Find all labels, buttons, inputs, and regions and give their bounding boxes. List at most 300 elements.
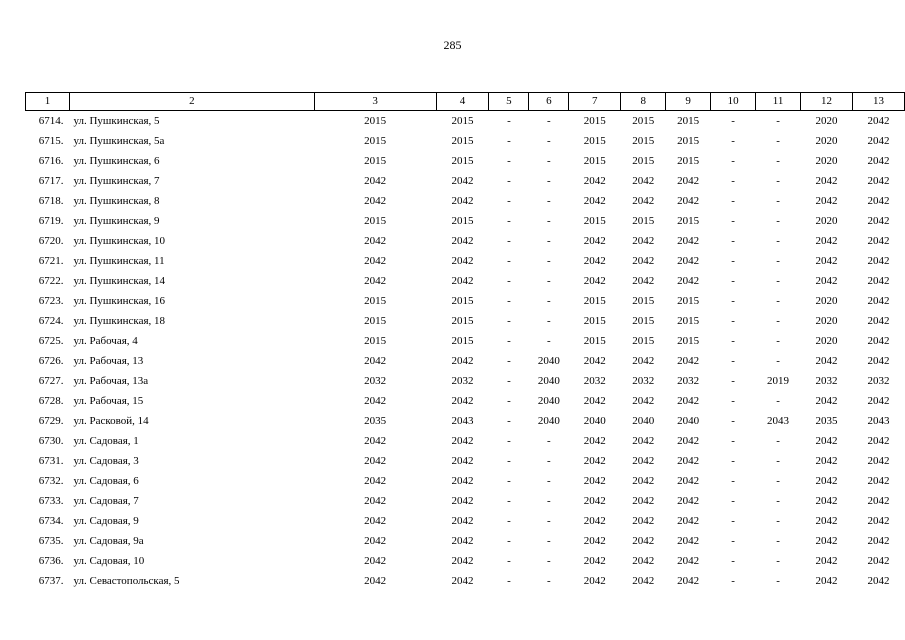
year-cell: 2042 — [632, 555, 655, 567]
table-row — [26, 131, 905, 151]
year-cell: 2020 — [815, 315, 838, 327]
year-cell: 2042 — [583, 435, 606, 447]
year-cell: - — [547, 555, 551, 567]
year-cell: 2042 — [815, 535, 838, 547]
year-cell: - — [731, 575, 735, 587]
year-cell: 2042 — [364, 395, 387, 407]
year-cell: 2042 — [364, 235, 387, 247]
address-cell: ул. Садовая, 9а — [73, 535, 144, 547]
year-cell: 2042 — [677, 575, 700, 587]
row-number: 6737. — [38, 575, 64, 587]
year-cell: 2015 — [583, 315, 606, 327]
address-cell: ул. Садовая, 3 — [73, 455, 139, 467]
year-cell: 2042 — [867, 115, 890, 127]
year-cell: - — [731, 135, 735, 147]
year-cell: 2042 — [364, 475, 387, 487]
year-cell: 2042 — [867, 235, 890, 247]
year-cell: - — [547, 175, 551, 187]
year-cell: - — [731, 235, 735, 247]
year-cell: - — [731, 195, 735, 207]
address-cell: ул. Пушкинская, 7 — [73, 175, 160, 187]
year-cell: 2042 — [632, 435, 655, 447]
year-cell: 2015 — [677, 295, 700, 307]
year-cell: 2042 — [583, 355, 606, 367]
year-cell: - — [507, 535, 511, 547]
year-cell: 2042 — [364, 275, 387, 287]
column-header-6: 6 — [529, 93, 569, 111]
table-body — [26, 111, 905, 592]
year-cell: - — [776, 155, 780, 167]
table-row — [26, 351, 905, 371]
year-cell: 2015 — [632, 115, 655, 127]
year-cell: - — [731, 415, 735, 427]
table-header — [26, 93, 905, 111]
year-cell: - — [776, 175, 780, 187]
address-cell: ул. Садовая, 1 — [73, 435, 139, 447]
year-cell: - — [507, 255, 511, 267]
year-cell: 2042 — [867, 395, 890, 407]
year-cell: 2042 — [815, 175, 838, 187]
year-cell: 2040 — [537, 375, 560, 387]
year-cell: - — [731, 335, 735, 347]
column-header-7: 7 — [569, 93, 621, 111]
year-cell: - — [547, 295, 551, 307]
year-cell: 2015 — [583, 295, 606, 307]
column-header-11: 11 — [756, 93, 801, 111]
year-cell: - — [507, 175, 511, 187]
year-cell: 2015 — [451, 295, 474, 307]
address-cell: ул. Садовая, 9 — [73, 515, 139, 527]
address-cell: ул. Рабочая, 13а — [73, 375, 149, 387]
address-cell: ул. Пушкинская, 14 — [73, 275, 166, 287]
row-number: 6714. — [38, 115, 64, 127]
year-cell: - — [547, 235, 551, 247]
year-cell: 2040 — [537, 355, 560, 367]
year-cell: 2015 — [677, 115, 700, 127]
year-cell: 2015 — [364, 155, 387, 167]
row-number: 6736. — [38, 555, 64, 567]
year-cell: 2015 — [583, 215, 606, 227]
table-row — [26, 391, 905, 411]
year-cell: 2042 — [451, 275, 474, 287]
year-cell: 2042 — [677, 495, 700, 507]
year-cell: 2042 — [677, 555, 700, 567]
year-cell: 2040 — [632, 415, 655, 427]
year-cell: 2042 — [451, 435, 474, 447]
year-cell: 2042 — [677, 515, 700, 527]
year-cell: 2015 — [677, 335, 700, 347]
year-cell: 2042 — [583, 275, 606, 287]
address-cell: ул. Пушкинская, 10 — [73, 235, 166, 247]
year-cell: 2042 — [583, 515, 606, 527]
year-cell: 2015 — [632, 315, 655, 327]
year-cell: 2042 — [815, 495, 838, 507]
year-cell: 2032 — [867, 375, 890, 387]
year-cell: 2043 — [451, 415, 474, 427]
year-cell: 2042 — [451, 255, 474, 267]
year-cell: 2042 — [867, 475, 890, 487]
year-cell: 2042 — [867, 275, 890, 287]
year-cell: - — [507, 315, 511, 327]
year-cell: - — [507, 475, 511, 487]
year-cell: 2042 — [583, 235, 606, 247]
year-cell: 2042 — [815, 515, 838, 527]
year-cell: - — [507, 575, 511, 587]
year-cell: 2015 — [632, 155, 655, 167]
year-cell: - — [547, 435, 551, 447]
year-cell: 2035 — [815, 415, 838, 427]
address-cell: ул. Пушкинская, 5а — [73, 135, 165, 147]
row-number: 6726. — [38, 355, 64, 367]
column-header-4: 4 — [436, 93, 489, 111]
year-cell: 2043 — [867, 415, 890, 427]
table-row — [26, 191, 905, 211]
table-row — [26, 471, 905, 491]
year-cell: 2015 — [451, 155, 474, 167]
year-cell: 2042 — [583, 395, 606, 407]
year-cell: 2015 — [364, 315, 387, 327]
table-row — [26, 311, 905, 331]
year-cell: - — [776, 335, 780, 347]
year-cell: 2020 — [815, 215, 838, 227]
year-cell: 2042 — [867, 215, 890, 227]
year-cell: 2015 — [583, 155, 606, 167]
year-cell: - — [731, 255, 735, 267]
address-cell: ул. Садовая, 7 — [73, 495, 139, 507]
year-cell: - — [731, 495, 735, 507]
year-cell: 2020 — [815, 135, 838, 147]
year-cell: - — [776, 115, 780, 127]
year-cell: 2035 — [364, 415, 387, 427]
year-cell: - — [776, 355, 780, 367]
year-cell: - — [547, 195, 551, 207]
year-cell: - — [547, 335, 551, 347]
row-number: 6717. — [38, 175, 64, 187]
address-cell: ул. Садовая, 10 — [73, 555, 145, 567]
year-cell: - — [547, 155, 551, 167]
row-number: 6721. — [38, 255, 64, 267]
year-cell: 2042 — [677, 395, 700, 407]
table-row — [26, 291, 905, 311]
year-cell: 2042 — [867, 495, 890, 507]
year-cell: - — [731, 275, 735, 287]
year-cell: 2042 — [677, 455, 700, 467]
year-cell: - — [547, 455, 551, 467]
year-cell: 2040 — [537, 395, 560, 407]
table-row — [26, 231, 905, 251]
year-cell: 2042 — [815, 395, 838, 407]
year-cell: 2042 — [815, 355, 838, 367]
year-cell: 2042 — [815, 195, 838, 207]
year-cell: 2042 — [583, 575, 606, 587]
year-cell: 2019 — [767, 375, 790, 387]
year-cell: - — [776, 235, 780, 247]
address-cell: ул. Рабочая, 15 — [73, 395, 144, 407]
address-cell: ул. Пушкинская, 8 — [73, 195, 160, 207]
year-cell: - — [507, 295, 511, 307]
year-cell: 2015 — [364, 335, 387, 347]
year-cell: - — [547, 215, 551, 227]
year-cell: 2032 — [677, 375, 700, 387]
row-number: 6731. — [38, 455, 64, 467]
table-row — [26, 531, 905, 551]
year-cell: 2042 — [815, 555, 838, 567]
year-cell: 2042 — [364, 195, 387, 207]
year-cell: 2042 — [867, 295, 890, 307]
year-cell: 2042 — [867, 555, 890, 567]
row-number: 6720. — [38, 235, 64, 247]
page-number: 285 — [443, 38, 462, 52]
year-cell: 2032 — [632, 375, 655, 387]
year-cell: - — [776, 515, 780, 527]
year-cell: - — [776, 555, 780, 567]
year-cell: - — [776, 495, 780, 507]
year-cell: 2042 — [364, 515, 387, 527]
year-cell: 2042 — [677, 195, 700, 207]
year-cell: 2042 — [815, 235, 838, 247]
year-cell: - — [507, 515, 511, 527]
header-row — [26, 93, 905, 111]
year-cell: 2042 — [815, 455, 838, 467]
year-cell: 2042 — [583, 175, 606, 187]
column-header-8: 8 — [621, 93, 666, 111]
year-cell: - — [547, 275, 551, 287]
year-cell: 2042 — [867, 335, 890, 347]
year-cell: - — [731, 115, 735, 127]
year-cell: - — [731, 535, 735, 547]
table-row — [26, 371, 905, 391]
year-cell: - — [776, 295, 780, 307]
year-cell: 2015 — [451, 135, 474, 147]
year-cell: 2042 — [867, 575, 890, 587]
column-header-13: 13 — [852, 93, 904, 111]
year-cell: - — [776, 195, 780, 207]
year-cell: - — [547, 255, 551, 267]
row-number: 6715. — [38, 135, 64, 147]
address-cell: ул. Пушкинская, 18 — [73, 315, 166, 327]
year-cell: 2015 — [364, 115, 387, 127]
year-cell: - — [731, 175, 735, 187]
year-cell: - — [547, 115, 551, 127]
year-cell: 2015 — [364, 295, 387, 307]
table-row — [26, 331, 905, 351]
table-row — [26, 251, 905, 271]
year-cell: 2042 — [451, 195, 474, 207]
address-cell: ул. Севастопольская, 5 — [73, 575, 180, 587]
year-cell: 2042 — [451, 475, 474, 487]
year-cell: 2042 — [451, 175, 474, 187]
table-row — [26, 511, 905, 531]
year-cell: 2042 — [815, 575, 838, 587]
year-cell: - — [731, 395, 735, 407]
year-cell: 2032 — [815, 375, 838, 387]
year-cell: 2043 — [767, 415, 790, 427]
year-cell: - — [731, 435, 735, 447]
year-cell: 2042 — [364, 455, 387, 467]
year-cell: 2042 — [451, 575, 474, 587]
year-cell: 2042 — [583, 555, 606, 567]
year-cell: - — [776, 535, 780, 547]
year-cell: 2042 — [632, 255, 655, 267]
row-number: 6718. — [38, 195, 64, 207]
year-cell: 2042 — [364, 435, 387, 447]
year-cell: 2015 — [451, 115, 474, 127]
table-row — [26, 431, 905, 451]
address-cell: ул. Пушкинская, 11 — [73, 255, 165, 267]
year-cell: - — [507, 215, 511, 227]
year-cell: 2040 — [677, 415, 700, 427]
year-cell: - — [507, 195, 511, 207]
year-cell: - — [731, 375, 735, 387]
year-cell: 2015 — [583, 135, 606, 147]
row-number: 6732. — [38, 475, 64, 487]
year-cell: 2042 — [451, 355, 474, 367]
year-cell: 2042 — [632, 195, 655, 207]
column-header-10: 10 — [711, 93, 756, 111]
table-row — [26, 571, 905, 591]
row-number: 6730. — [38, 435, 64, 447]
year-cell: 2015 — [451, 315, 474, 327]
year-cell: 2042 — [677, 275, 700, 287]
year-cell: - — [776, 435, 780, 447]
year-cell: 2032 — [583, 375, 606, 387]
year-cell: - — [507, 495, 511, 507]
year-cell: 2042 — [632, 515, 655, 527]
year-cell: - — [731, 515, 735, 527]
year-cell: 2042 — [867, 155, 890, 167]
table-row — [26, 211, 905, 231]
year-cell: 2042 — [867, 195, 890, 207]
year-cell: 2015 — [677, 135, 700, 147]
year-cell: 2020 — [815, 115, 838, 127]
year-cell: - — [547, 515, 551, 527]
column-header-1: 1 — [26, 93, 70, 111]
year-cell: - — [776, 255, 780, 267]
year-cell: - — [547, 135, 551, 147]
year-cell: 2042 — [677, 475, 700, 487]
address-cell: ул. Пушкинская, 6 — [73, 155, 160, 167]
year-cell: 2042 — [677, 235, 700, 247]
column-header-2: 2 — [69, 93, 314, 111]
year-cell: - — [776, 315, 780, 327]
year-cell: 2015 — [364, 135, 387, 147]
row-number: 6729. — [38, 415, 64, 427]
year-cell: - — [507, 115, 511, 127]
row-number: 6723. — [38, 295, 64, 307]
table-row — [26, 451, 905, 471]
address-cell: ул. Пушкинская, 9 — [73, 215, 160, 227]
year-cell: - — [776, 135, 780, 147]
year-cell: 2042 — [867, 175, 890, 187]
year-cell: 2042 — [632, 535, 655, 547]
year-cell: - — [776, 215, 780, 227]
year-cell: - — [776, 395, 780, 407]
year-cell: - — [776, 455, 780, 467]
row-number: 6734. — [38, 515, 64, 527]
year-cell: 2042 — [364, 255, 387, 267]
year-cell: 2042 — [583, 255, 606, 267]
year-cell: 2015 — [451, 335, 474, 347]
year-cell: 2042 — [451, 495, 474, 507]
table-row — [26, 151, 905, 171]
column-header-3: 3 — [314, 93, 436, 111]
year-cell: 2015 — [632, 295, 655, 307]
year-cell: 2042 — [364, 355, 387, 367]
year-cell: 2042 — [632, 455, 655, 467]
address-cell: ул. Рабочая, 13 — [73, 355, 144, 367]
data-table — [25, 92, 905, 591]
year-cell: - — [507, 235, 511, 247]
year-cell: 2042 — [677, 535, 700, 547]
year-cell: 2032 — [451, 375, 474, 387]
year-cell: 2042 — [451, 235, 474, 247]
column-header-9: 9 — [666, 93, 711, 111]
row-number: 6722. — [38, 275, 64, 287]
year-cell: 2042 — [364, 175, 387, 187]
table-row — [26, 271, 905, 291]
table-row — [26, 491, 905, 511]
year-cell: - — [507, 555, 511, 567]
year-cell: 2015 — [583, 115, 606, 127]
year-cell: - — [507, 435, 511, 447]
year-cell: 2042 — [867, 255, 890, 267]
year-cell: 2042 — [815, 475, 838, 487]
year-cell: 2042 — [815, 275, 838, 287]
year-cell: - — [547, 575, 551, 587]
year-cell: - — [731, 555, 735, 567]
year-cell: 2042 — [677, 355, 700, 367]
year-cell: 2040 — [583, 415, 606, 427]
row-number: 6725. — [38, 335, 64, 347]
year-cell: 2015 — [364, 215, 387, 227]
year-cell: 2032 — [364, 375, 387, 387]
year-cell: - — [507, 355, 511, 367]
year-cell: 2020 — [815, 155, 838, 167]
year-cell: 2042 — [867, 535, 890, 547]
year-cell: 2042 — [583, 195, 606, 207]
year-cell: - — [731, 295, 735, 307]
year-cell: 2042 — [451, 515, 474, 527]
year-cell: 2015 — [632, 215, 655, 227]
year-cell: 2042 — [632, 395, 655, 407]
year-cell: - — [507, 135, 511, 147]
year-cell: 2042 — [632, 495, 655, 507]
year-cell: - — [731, 215, 735, 227]
year-cell: - — [731, 355, 735, 367]
year-cell: 2042 — [867, 455, 890, 467]
address-cell: ул. Рабочая, 4 — [73, 335, 138, 347]
year-cell: - — [507, 155, 511, 167]
year-cell: - — [507, 395, 511, 407]
table-row — [26, 111, 905, 132]
year-cell: 2042 — [364, 555, 387, 567]
year-cell: 2042 — [632, 475, 655, 487]
year-cell: 2042 — [583, 495, 606, 507]
year-cell: - — [731, 315, 735, 327]
year-cell: 2042 — [867, 435, 890, 447]
year-cell: 2015 — [451, 215, 474, 227]
table-row — [26, 171, 905, 191]
table-row — [26, 551, 905, 571]
year-cell: 2042 — [677, 175, 700, 187]
year-cell: - — [547, 535, 551, 547]
year-cell: - — [547, 315, 551, 327]
row-number: 6716. — [38, 155, 64, 167]
year-cell: 2042 — [364, 575, 387, 587]
year-cell: 2015 — [632, 135, 655, 147]
year-cell: - — [547, 495, 551, 507]
year-cell: 2042 — [451, 535, 474, 547]
